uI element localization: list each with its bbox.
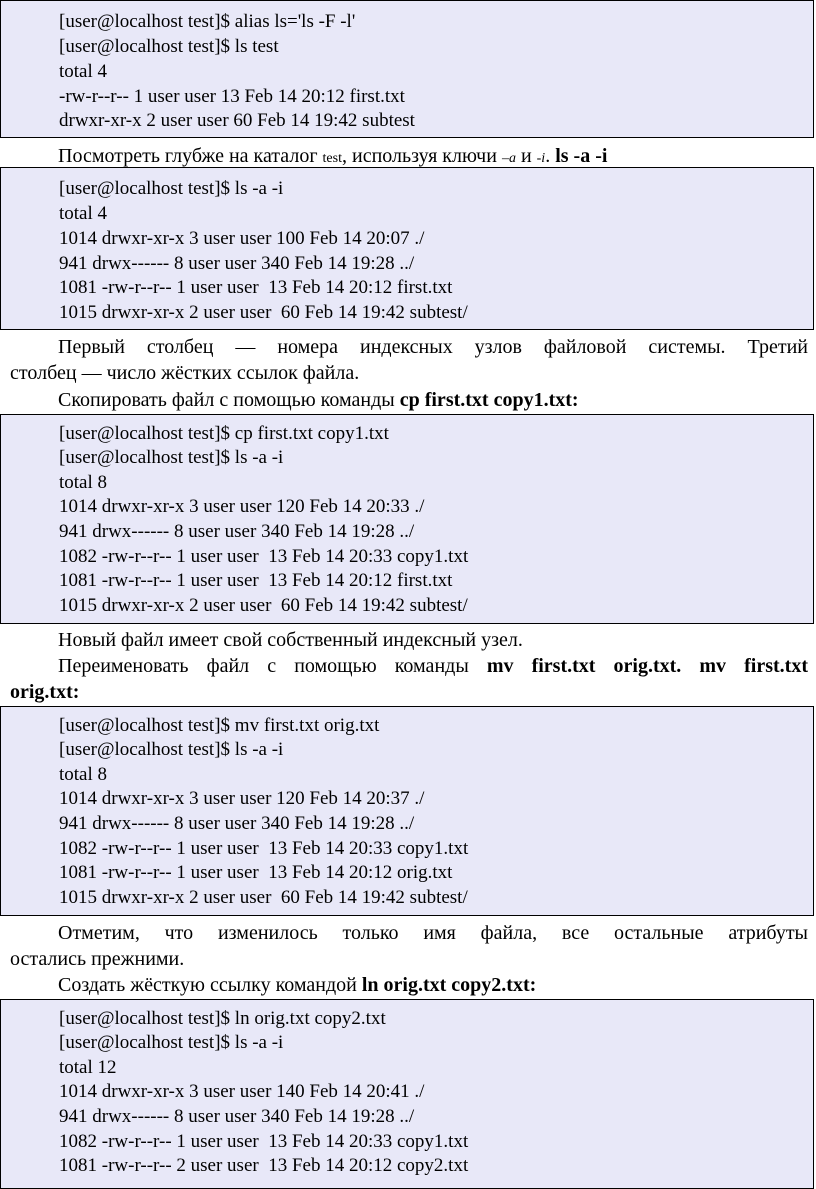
code-line: drwxr-xr-x 2 user user 60 Feb 14 19:42 subtest bbox=[59, 110, 415, 131]
paragraph-rename bbox=[10, 654, 808, 679]
code-line: -rw-r--r-- 1 user user 13 Feb 14 20:12 first.txt bbox=[59, 86, 405, 107]
code-line: 1082 -rw-r--r-- 1 user user 13 Feb 14 20:33 copy1.txt bbox=[59, 546, 469, 567]
code-line: [user@localhost test]$ alias ls='ls -F -l' bbox=[59, 11, 356, 32]
paragraph-rename-cont bbox=[10, 680, 808, 705]
code-line: 1014 drwxr-xr-x 3 user user 120 Feb 14 20:37 ./ bbox=[59, 788, 425, 809]
paragraph-first-column bbox=[10, 335, 808, 360]
code-line: 1081 -rw-r--r-- 1 user user 13 Feb 14 20:12 orig.txt bbox=[59, 862, 453, 883]
paragraph-new-file bbox=[10, 628, 808, 653]
code-line: 1081 -rw-r--r-- 2 user user 13 Feb 14 20:12 copy2.txt bbox=[59, 1155, 469, 1176]
command: cp first.txt copy1.txt: bbox=[399, 389, 579, 411]
key-i: -i bbox=[536, 151, 546, 166]
text: Отметим, что изменилось только имя файла, все остальные атрибуты bbox=[58, 922, 808, 944]
catalog-name: test bbox=[322, 151, 342, 166]
command: ln orig.txt copy2.txt: bbox=[361, 974, 537, 996]
text: столбец — число жёстких ссылок файла. bbox=[10, 362, 360, 384]
terminal-block-5 bbox=[0, 999, 814, 1189]
text: , используя ключи bbox=[341, 145, 502, 167]
code-line: [user@localhost test]$ cp first.txt copy1.txt bbox=[59, 423, 389, 444]
terminal-block-2 bbox=[0, 167, 814, 330]
text: Скопировать файл с помощью команды bbox=[58, 389, 400, 411]
code-line: [user@localhost test]$ ls -a -i bbox=[59, 739, 284, 760]
code-line: 1081 -rw-r--r-- 1 user user 13 Feb 14 20:12 first.txt bbox=[59, 277, 453, 298]
paragraph-hardlink bbox=[10, 973, 808, 998]
code-line: [user@localhost test]$ ls test bbox=[59, 36, 279, 57]
code-line: 1015 drwxr-xr-x 2 user user 60 Feb 14 19:42 subtest/ bbox=[59, 302, 468, 323]
text: и bbox=[515, 145, 537, 167]
text: остались прежними. bbox=[10, 948, 185, 970]
code-line: total 4 bbox=[59, 61, 108, 82]
key-a: –a bbox=[501, 151, 516, 166]
code-line: 1014 drwxr-xr-x 3 user user 140 Feb 14 20:41 ./ bbox=[59, 1081, 425, 1102]
code-line: 1014 drwxr-xr-x 3 user user 100 Feb 14 20:07 ./ bbox=[59, 228, 425, 249]
command: ls -a -i bbox=[555, 145, 608, 167]
code-line: [user@localhost test]$ ls -a -i bbox=[59, 447, 284, 468]
text: Переименовать файл с помощью команды bbox=[58, 655, 487, 677]
code-line: 1082 -rw-r--r-- 1 user user 13 Feb 14 20:33 copy1.txt bbox=[59, 838, 469, 859]
code-line: total 8 bbox=[59, 764, 108, 785]
code-line: 1081 -rw-r--r-- 1 user user 13 Feb 14 20:12 first.txt bbox=[59, 570, 453, 591]
code-line: [user@localhost test]$ ln orig.txt copy2.txt bbox=[59, 1008, 386, 1029]
text: Создать жёсткую ссылку командой bbox=[58, 974, 362, 996]
code-line: total 12 bbox=[59, 1057, 117, 1078]
code-line: total 4 bbox=[59, 203, 108, 224]
paragraph-note-cont bbox=[10, 947, 808, 972]
text: . bbox=[545, 145, 556, 167]
command: mv first.txt orig.txt. mv first.txt bbox=[486, 655, 808, 677]
code-line: total 8 bbox=[59, 472, 108, 493]
paragraph-first-column-cont bbox=[10, 361, 808, 386]
text: Новый файл имеет свой собственный индексный узел. bbox=[58, 629, 523, 651]
code-line: 1014 drwxr-xr-x 3 user user 120 Feb 14 20:33 ./ bbox=[59, 496, 425, 517]
terminal-block-3 bbox=[0, 414, 814, 624]
code-line: 1015 drwxr-xr-x 2 user user 60 Feb 14 19:42 subtest/ bbox=[59, 887, 468, 908]
code-line: 941 drwx------ 8 user user 340 Feb 14 19:28 ../ bbox=[59, 253, 415, 274]
command: orig.txt: bbox=[10, 681, 80, 703]
terminal-block-4 bbox=[0, 706, 814, 916]
code-line: 941 drwx------ 8 user user 340 Feb 14 19:28 ../ bbox=[59, 813, 415, 834]
text: Первый столбец — номера индексных узлов файловой системы. Третий bbox=[58, 336, 808, 358]
code-line: [user@localhost test]$ ls -a -i bbox=[59, 178, 284, 199]
paragraph-note bbox=[10, 921, 808, 946]
terminal-block-1 bbox=[0, 0, 814, 138]
code-line: [user@localhost test]$ mv first.txt orig.txt bbox=[59, 715, 380, 736]
code-line: 941 drwx------ 8 user user 340 Feb 14 19:28 ../ bbox=[59, 1106, 415, 1127]
text: Посмотреть глубже на каталог bbox=[58, 145, 323, 167]
code-line: 1015 drwxr-xr-x 2 user user 60 Feb 14 19:42 subtest/ bbox=[59, 595, 468, 616]
code-line: 941 drwx------ 8 user user 340 Feb 14 19:28 ../ bbox=[59, 521, 415, 542]
code-line: 1082 -rw-r--r-- 1 user user 13 Feb 14 20:33 copy1.txt bbox=[59, 1131, 469, 1152]
paragraph-copy bbox=[10, 388, 808, 413]
code-line: [user@localhost test]$ ls -a -i bbox=[59, 1032, 284, 1053]
